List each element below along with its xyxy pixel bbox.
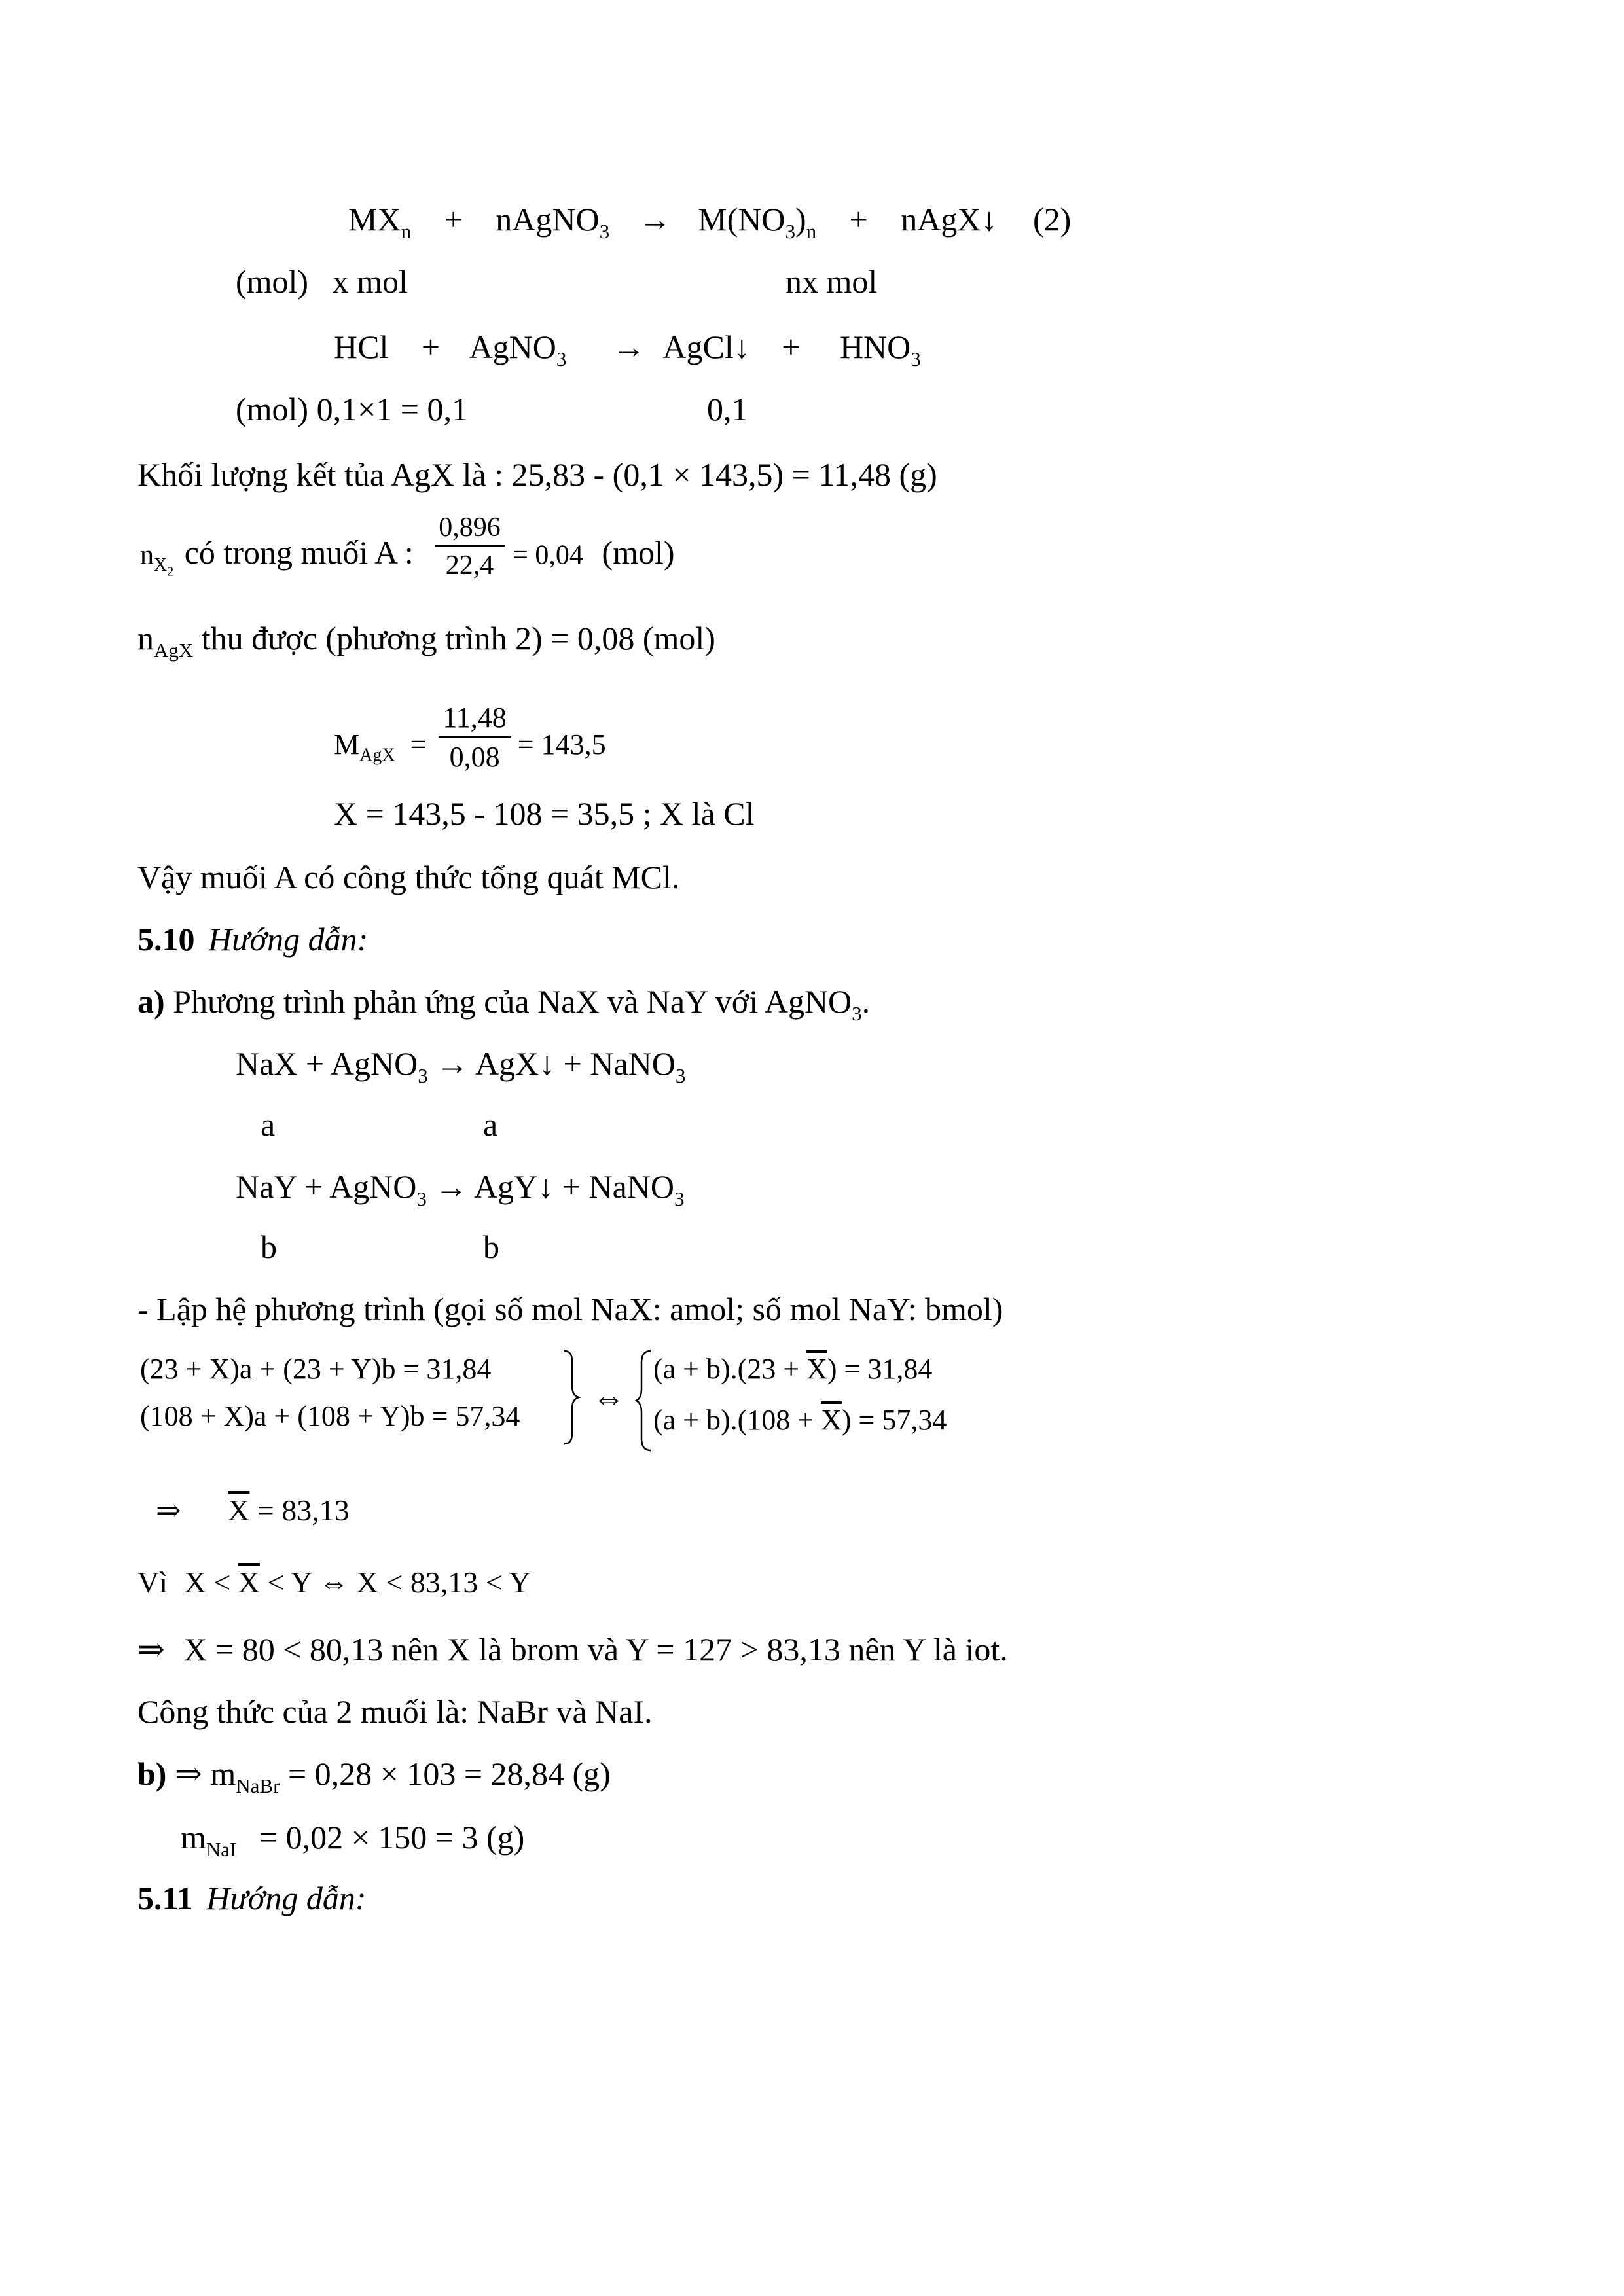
expr: ) = 57,34 (841, 1404, 947, 1436)
system-right (653, 1355, 947, 1435)
fraction (439, 701, 510, 773)
equation-mxn-agno3 (348, 201, 1072, 243)
reactant-mxn: MX (348, 201, 401, 238)
subscript: 3 (675, 1064, 686, 1087)
right-brace-icon (562, 1348, 581, 1446)
mol-label: (mol) 0,1×1 = 0,1 (236, 391, 468, 427)
subscript: NaBr (236, 1774, 280, 1797)
xbar-result-line (156, 1496, 350, 1526)
arrow-icon: → (436, 1045, 469, 1082)
arrow-icon: → (435, 1168, 468, 1205)
implies-icon: ⇒ (137, 1631, 165, 1668)
mol-row-nay-1: b (261, 1229, 277, 1265)
x-bar: $\overline{X}$ (821, 1404, 842, 1436)
denominator: 22,4 (445, 550, 494, 581)
expr: X < (184, 1566, 231, 1599)
x-line: X = 143,5 - 108 = 35,5 ; X là Cl (334, 795, 755, 832)
n-symbol: n (140, 540, 154, 571)
product-nano3: + NaNO (563, 1045, 676, 1082)
product-agy: AgY (474, 1168, 538, 1205)
inequality-line (137, 1568, 531, 1598)
mass-text: = 0,02 × 150 = 3 (g) (259, 1819, 525, 1856)
mass-text: = 0,28 × 103 = 28,84 (g) (287, 1755, 611, 1792)
x-bar: $\overline{X}$ (806, 1353, 827, 1385)
equals-sign: = (410, 728, 427, 761)
subscript: 3 (852, 1001, 862, 1025)
down-arrow-icon: ↓ (537, 1168, 554, 1205)
subscript: AgX (154, 638, 194, 662)
product-agx: nAgX (901, 201, 981, 238)
reactant-hcl: HCl (334, 329, 389, 365)
system-intro-line: - Lập hệ phương trình (gọi số mol NaX: amol; số mol NaY: bmol) (137, 1291, 1003, 1327)
expr: (a + b).(23 + (653, 1353, 807, 1385)
unit: (mol) (602, 534, 675, 571)
section-5-10-heading (137, 923, 368, 956)
plus-sign: + (421, 329, 441, 365)
reactants: NaX + AgNO (236, 1045, 418, 1082)
period: . (861, 983, 871, 1020)
mol-row-nax-1: a (261, 1106, 276, 1143)
implies-icon: ⇒ (156, 1494, 181, 1527)
mol-value: nx mol (785, 263, 878, 300)
system-equation-2: (108 + X)a + (108 + Y)b = 57,34 (140, 1400, 520, 1432)
subscript: 3 (416, 1187, 427, 1210)
part-a-line (137, 983, 871, 1025)
plus-sign: + (849, 201, 868, 238)
mnai-line (181, 1819, 525, 1861)
nx2-line (140, 512, 675, 589)
subscript: 3 (911, 347, 921, 370)
system-left (140, 1355, 520, 1431)
m-symbol: m (181, 1819, 206, 1856)
formula-line: Công thức của 2 muối là: NaBr và NaI. (137, 1693, 653, 1730)
nx2-text: có trong muối A : (184, 534, 414, 571)
part-label: b) (137, 1755, 167, 1792)
conclusion-line: Vậy muối A có công thức tổng quát MCl. (137, 859, 680, 895)
part-label: a) (137, 983, 165, 1020)
section-label: Hướng dẫn: (208, 921, 369, 958)
subscript: 3 (674, 1187, 685, 1210)
m-symbol: M (334, 728, 360, 761)
vi-label: Vì (137, 1566, 168, 1599)
expr: (a + b).(108 + (653, 1404, 821, 1436)
mol-value: 0,1 (707, 391, 748, 427)
fraction (435, 514, 505, 579)
mol-row-nay-2: b (483, 1229, 499, 1265)
arrow-icon: → (612, 329, 645, 365)
subscript (154, 555, 174, 579)
left-brace-icon (634, 1348, 653, 1453)
brom-iot-line (137, 1633, 1008, 1666)
nagx-text: thu được (phương trình 2) = 0,08 (mol) (201, 620, 715, 656)
m-symbol: m (210, 1755, 236, 1792)
equation-number: (2) (1033, 201, 1072, 238)
equation-nax (236, 1045, 686, 1087)
down-arrow-icon: ↓ (539, 1045, 556, 1082)
product-nano3: + NaNO (562, 1168, 675, 1205)
plus-sign: + (782, 329, 801, 365)
value: = 83,13 (257, 1494, 350, 1527)
mol-row-hcl-value (707, 393, 748, 425)
subscript: NaI (206, 1837, 237, 1861)
system-equation-1: (23 + X)a + (23 + Y)b = 31,84 (140, 1353, 492, 1385)
paren: ) (795, 201, 806, 238)
mol-row-mxn-label (236, 265, 408, 298)
brom-iot-text: X = 80 < 80,13 nên X là brom và Y = 127 > 83,13 nên Y là iot. (183, 1631, 1008, 1668)
numerator: 11,48 (439, 704, 510, 738)
reactant-agno3: nAgNO (496, 201, 600, 238)
expr: ) = 31,84 (827, 1353, 933, 1385)
subscript: 3 (418, 1064, 428, 1087)
reactants: NaY + AgNO (236, 1168, 417, 1205)
nagx-line (137, 620, 715, 662)
mol-label: (mol) (236, 263, 309, 300)
product-hno3: HNO (839, 329, 911, 365)
subscript: 3 (785, 219, 795, 243)
subscript: n (806, 219, 817, 243)
reactant-agno3: AgNO (469, 329, 556, 365)
down-arrow-icon: ↓ (733, 329, 750, 365)
arrow-icon: → (638, 201, 672, 238)
product-agcl: AgCl (662, 329, 734, 365)
subscript: AgX (359, 745, 395, 766)
system-right-equation-2 (653, 1406, 947, 1435)
section-number: 5.10 (137, 921, 195, 958)
result: = 0,04 (513, 540, 583, 571)
numerator: 0,896 (435, 514, 505, 547)
subscript-x: X (154, 555, 168, 576)
mol-row-hcl-label (236, 393, 468, 425)
subscript: 3 (599, 219, 610, 243)
equivalence-symbol: ⇔ (592, 1379, 625, 1416)
subscript: n (401, 219, 412, 243)
x-bar: $\overline{X}$ (228, 1494, 250, 1527)
subscript: 3 (556, 347, 567, 370)
denominator: 0,08 (449, 740, 500, 773)
plus-sign: + (444, 201, 463, 238)
result: = 143,5 (517, 728, 606, 761)
mol-row-nax-2: a (483, 1106, 498, 1143)
system-right-equation-1 (653, 1355, 947, 1384)
implies-icon: ⇒ (174, 1755, 202, 1792)
subscript-2: 2 (167, 564, 174, 579)
section-number: 5.11 (137, 1880, 193, 1916)
section-label: Hướng dẫn: (206, 1880, 367, 1916)
magx-line (334, 701, 606, 781)
product-mno3: M(NO (698, 201, 785, 238)
mol-value: x mol (332, 263, 408, 300)
n-symbol: n (137, 620, 154, 656)
x-bar: $\overline{X}$ (238, 1566, 260, 1599)
down-arrow-icon: ↓ (981, 201, 998, 238)
part-text: Phương trình phản ứng của NaX và NaY với AgNO (173, 983, 852, 1020)
equation-hcl-agno3 (334, 329, 921, 370)
product-agx: AgX (475, 1045, 539, 1082)
mass-line: Khối lượng kết tủa AgX là : 25,83 - (0,1 × 143,5) = 11,48 (g) (137, 456, 937, 493)
equation-nay (236, 1168, 685, 1210)
part-b-line (137, 1755, 611, 1797)
section-5-11-heading (137, 1882, 366, 1914)
expr: < Y ⇔ X < 83,13 < Y (267, 1566, 531, 1599)
mol-row-mxn-value (785, 265, 877, 298)
